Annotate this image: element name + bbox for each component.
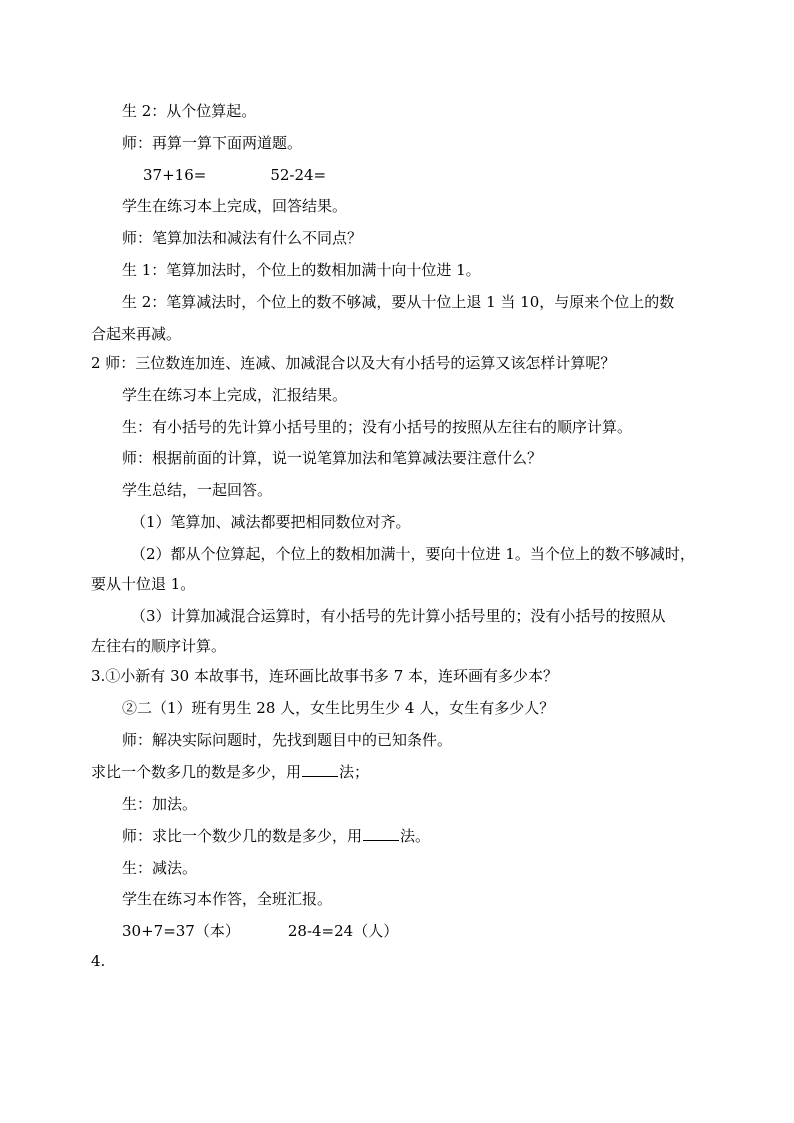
text-line: 学生在练习本上完成，回答结果。 xyxy=(122,197,348,215)
fill-blank-line xyxy=(122,826,430,846)
text-line: 生 2：笔算减法时，个位上的数不够减，要从十位上退 1 当 10，与原来个位上的数 xyxy=(122,293,675,311)
answer-blank xyxy=(363,826,399,841)
text-line: 合起来再减。 xyxy=(91,325,182,343)
text-line: 生：加法。 xyxy=(122,795,198,813)
text-line: 生 2：从个位算起。 xyxy=(122,102,257,120)
text-line: （3）计算加减混合运算时，有小括号的先计算小括号里的；没有小括号的按照从 xyxy=(131,607,666,625)
text-line: 要从十位退 1。 xyxy=(91,575,196,593)
text-line: 师：笔算加法和减法有什么不同点？ xyxy=(122,229,363,247)
text-line: 学生总结，一起回答。 xyxy=(122,481,273,499)
text-line: 师：再算一算下面两道题。 xyxy=(122,134,303,152)
expression-line xyxy=(143,165,326,185)
text-segment: 法。 xyxy=(400,827,431,845)
text-line: 学生在练习本上完成，汇报结果。 xyxy=(122,386,348,404)
answer-blank xyxy=(302,762,338,777)
text-line: 生：有小括号的先计算小括号里的；没有小括号的按照从左往右的顺序计算。 xyxy=(122,418,633,436)
text-line: 师：根据前面的计算，说一说笔算加法和笔算减法要注意什么？ xyxy=(122,449,543,467)
text-segment: 求比一个数多几的数是多少，用 xyxy=(91,763,302,781)
text-line: （1）笔算加、减法都要把相同数位对齐。 xyxy=(131,513,411,531)
answer-expression: 28-4=24（人） xyxy=(287,922,399,940)
text-line: ②二（1）班有男生 28 人，女生比男生少 4 人，女生有多少人？ xyxy=(122,699,555,717)
answer-line xyxy=(122,921,398,941)
text-line: 师：解决实际问题时，先找到题目中的已知条件。 xyxy=(122,731,453,749)
text-line: 左往右的顺序计算。 xyxy=(91,637,227,655)
text-segment: 师：求比一个数少几的数是多少，用 xyxy=(122,827,363,845)
text-line: 生 1：笔算加法时，个位上的数相加满十向十位进 1。 xyxy=(122,261,481,279)
expression: 52-24= xyxy=(270,166,327,184)
text-line: （2）都从个位算起，个位上的数相加满十，要向十位进 1。当个位上的数不够减时， xyxy=(131,545,695,563)
text-segment: 法； xyxy=(339,763,370,781)
expression: 37+16= xyxy=(143,166,207,184)
text-line: 3.①小新有 30 本故事书，连环画比故事书多 7 本，连环画有多少本？ xyxy=(91,667,559,685)
text-line: 生：减法。 xyxy=(122,859,198,877)
answer-expression: 30+7=37（本） xyxy=(122,922,240,940)
text-line: 学生在练习本作答，全班汇报。 xyxy=(122,890,333,908)
text-line: 2 师：三位数连加连、连减、加减混合以及大有小括号的运算又该怎样计算呢？ xyxy=(91,354,616,372)
fill-blank-line xyxy=(91,762,369,782)
text-line: 4. xyxy=(91,952,106,970)
